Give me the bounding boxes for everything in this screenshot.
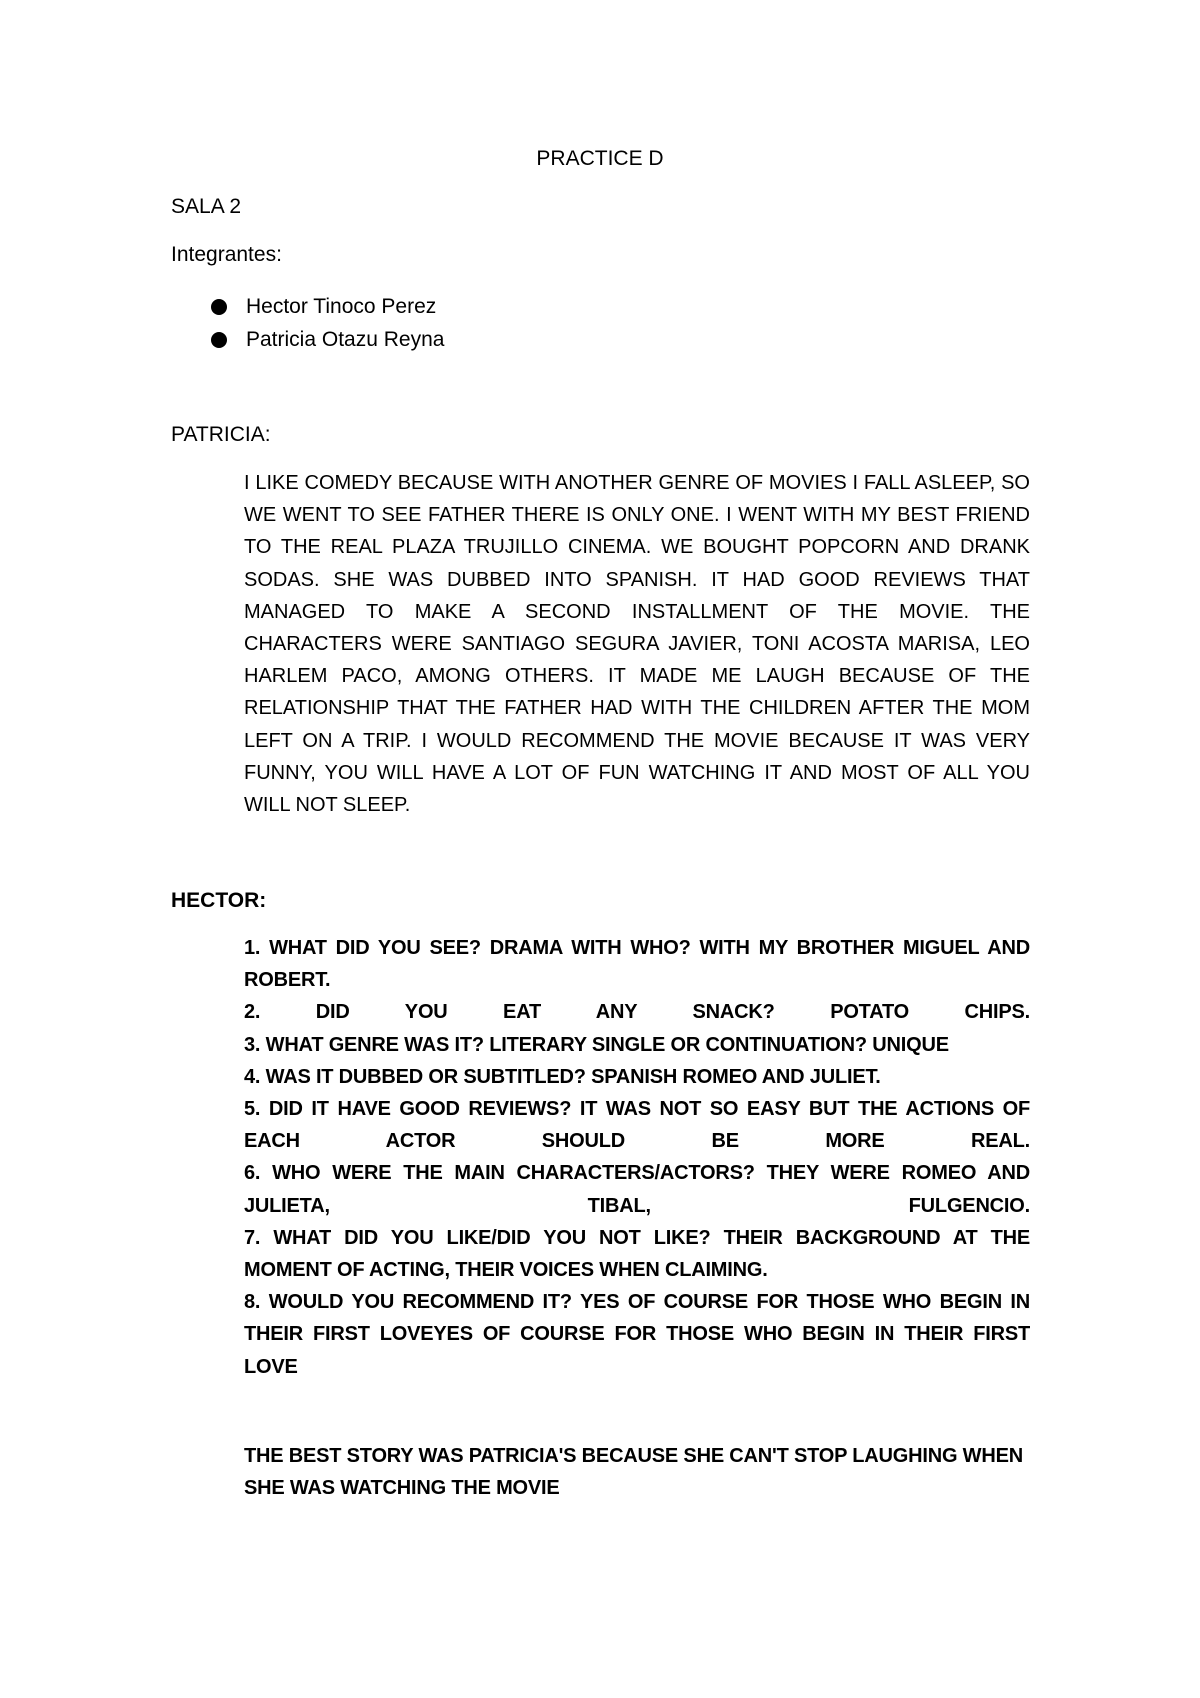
room-label: SALA 2 [171,195,242,218]
question-item: 6. WHO WERE THE MAIN CHARACTERS/ACTORS? THEY WERE ROMEO AND JULIETA, TIBAL, FULGENCIO. [244,1162,1030,1217]
list-item [211,290,444,323]
hector-section [244,932,1030,1383]
question-item: 2. DID YOU EAT ANY SNACK? POTATO CHIPS. [244,1001,1030,1024]
patricia-heading: PATRICIA: [171,423,271,446]
question-item: 1. WHAT DID YOU SEE? DRAMA WITH WHO? WITH MY BROTHER MIGUEL AND ROBERT. [244,937,1030,992]
bullet-icon [211,299,227,315]
members-list [211,290,444,356]
member-name: Hector Tinoco Perez [246,294,437,318]
members-label: Integrantes: [171,243,282,266]
question-item: 8. WOULD YOU RECOMMEND IT? YES OF COURSE FOR THOSE WHO BEGIN IN THEIR FIRST LOVEYES OF COURSE FOR THOSE WHO BEGIN IN THEIR FIRST LOVE [244,1291,1030,1378]
bullet-icon [211,332,227,348]
member-name: Patricia Otazu Reyna [246,327,445,351]
list-item [211,323,444,356]
patricia-paragraph: I LIKE COMEDY BECAUSE WITH ANOTHER GENRE OF MOVIES I FALL ASLEEP, SO WE WENT TO SEE FATHER THERE IS ONLY ONE. I WENT WITH MY BEST FRIEND TO THE REAL PLAZA TRUJILLO CINEMA. WE BOUGHT POPCORN AND DRANK SODAS. SHE WAS DUBBED INTO SPANISH. IT HAD GOOD REVIEWS THAT MANAGED TO MAKE A SECOND INSTALLMENT OF THE MOVIE. THE CHARACTERS WERE SANTIAGO SEGURA JAVIER, TONI ACOSTA MARISA, LEO HARLEM PACO, AMONG OTHERS. IT MADE ME LAUGH BECAUSE OF THE RELATIONSHIP THAT THE FATHER HAD WITH THE CHILDREN AFTER THE MOM LEFT ON A TRIP. I WOULD RECOMMEND THE MOVIE BECAUSE IT WAS VERY FUNNY, YOU WILL HAVE A LOT OF FUN WATCHING IT AND MOST OF ALL YOU WILL NOT SLEEP. [244,472,1030,817]
conclusion-text: THE BEST STORY WAS PATRICIA'S BECAUSE SHE CAN'T STOP LAUGHING WHEN SHE WAS WATCHING THE MOVIE [244,1445,1023,1500]
question-item: 5. DID IT HAVE GOOD REVIEWS? IT WAS NOT SO EASY BUT THE ACTIONS OF EACH ACTOR SHOULD BE MORE REAL. [244,1098,1030,1153]
question-item: 7. WHAT DID YOU LIKE/DID YOU NOT LIKE? THEIR BACKGROUND AT THE MOMENT OF ACTING, THEIR VOICES WHEN CLAIMING. [244,1226,1030,1282]
question-item: 3. WHAT GENRE WAS IT? LITERARY SINGLE OR CONTINUATION? UNIQUE [244,1033,949,1056]
question-item: 4. WAS IT DUBBED OR SUBTITLED? SPANISH ROMEO AND JULIET. [244,1065,881,1088]
hector-heading: HECTOR: [171,889,267,912]
patricia-section [244,467,1030,821]
conclusion-section [244,1440,1044,1504]
document-title: PRACTICE D [536,147,664,170]
